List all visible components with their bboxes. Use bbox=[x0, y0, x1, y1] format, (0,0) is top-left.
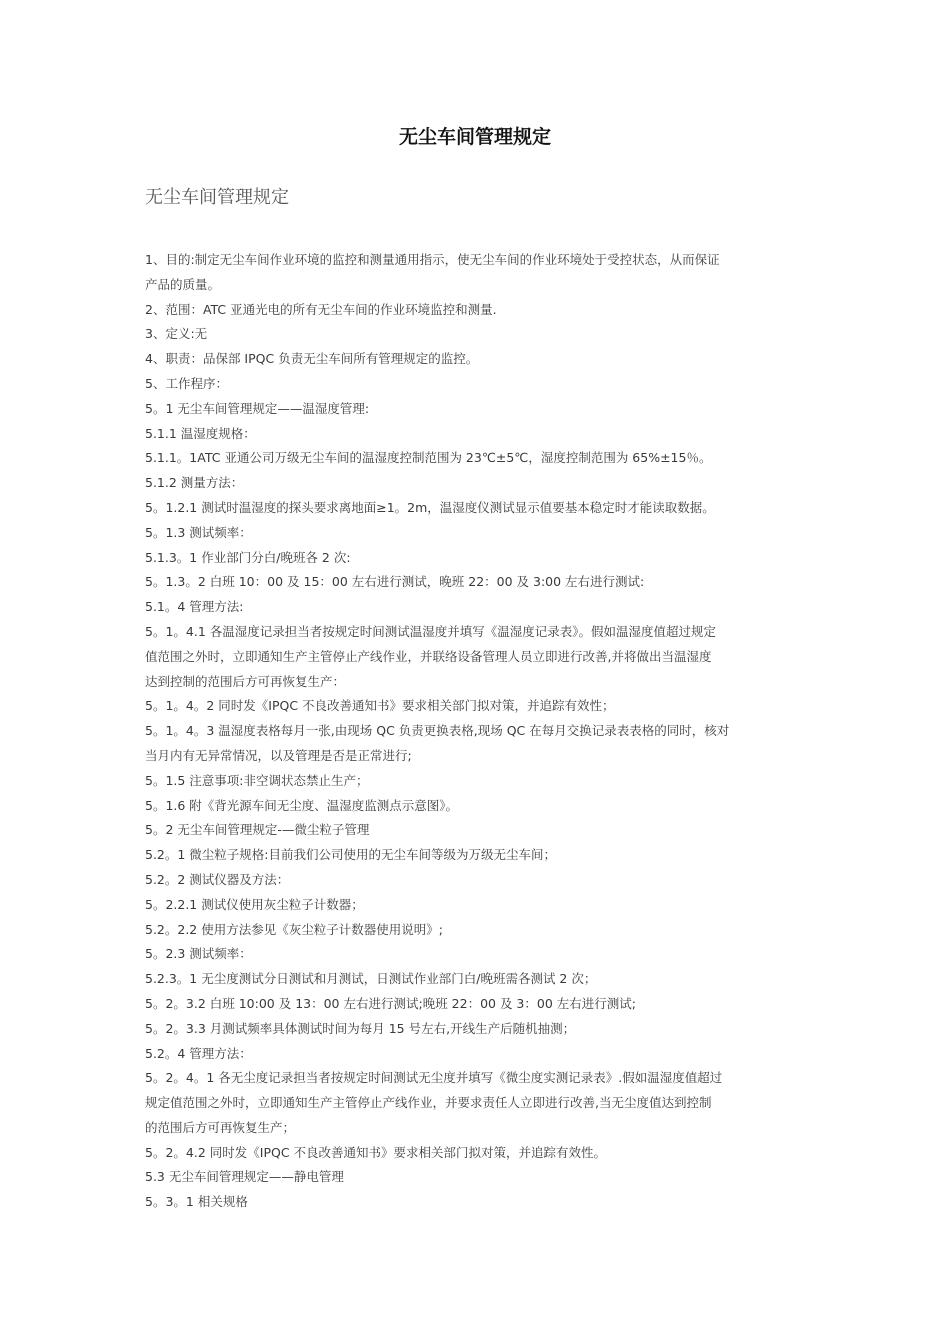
paragraph-line: 5。1 无尘车间管理规定——温湿度管理: bbox=[145, 400, 370, 416]
paragraph bbox=[145, 397, 810, 422]
paragraph bbox=[145, 1165, 810, 1190]
paragraph bbox=[145, 322, 810, 347]
paragraph-line: 5。2.2.1 测试仪使用灰尘粒子计数器； bbox=[145, 896, 364, 912]
paragraph bbox=[145, 868, 810, 893]
paragraph-line: 5.1.3。1 作业部门分白/晚班各 2 次: bbox=[145, 549, 351, 565]
paragraph bbox=[145, 992, 810, 1017]
paragraph bbox=[145, 918, 810, 943]
paragraph bbox=[145, 496, 810, 521]
paragraph bbox=[145, 298, 810, 323]
paragraph-line: 5。1。4.1 各温湿度记录担当者按规定时间测试温湿度并填写《温湿度记录表》。假如温湿度值超过规定 bbox=[145, 623, 717, 639]
paragraph bbox=[145, 248, 810, 298]
paragraph-line: 5。2 无尘车间管理规定-—微尘粒子管理 bbox=[145, 822, 370, 838]
paragraph-line: 5.2。1 微尘粒子规格:目前我们公司使用的无尘车间等级为万级无尘车间； bbox=[145, 847, 557, 863]
paragraph-line: 5.1.2 测量方法： bbox=[145, 475, 244, 491]
paragraph-line: 5。1。4。3 温湿度表格每月一张,由现场 QC 负责更换表格,现场 QC 在每月交换记录表表格的同时，核对 bbox=[145, 723, 730, 739]
paragraph bbox=[145, 1141, 810, 1166]
paragraph bbox=[145, 1190, 810, 1215]
paragraph bbox=[145, 570, 810, 595]
document-body bbox=[145, 248, 810, 1215]
paragraph-line: 5。2。4。1 各无尘度记录担当者按规定时间测试无尘度并填写《微尘度实测记录表》.假如温湿度值超过 bbox=[145, 1070, 723, 1086]
paragraph bbox=[145, 1017, 810, 1042]
paragraph-line: 值范围之外时，立即通知生产主管停止产线作业，并联络设备管理人员立即进行改善,并将做出当温湿度 bbox=[145, 648, 712, 664]
paragraph-line: 产品的质量。 bbox=[145, 276, 221, 292]
paragraph-line: 5。2。3.2 白班 10:00 及 13：00 左右进行测试;晚班 22：00 及 3：00 左右进行测试; bbox=[145, 995, 636, 1011]
paragraph-line: 5。1.6 附《背光源车间无尘度、温湿度监测点示意图》。 bbox=[145, 797, 459, 813]
paragraph-line: 5.2。2 测试仪器及方法： bbox=[145, 871, 290, 887]
paragraph-line: 达到控制的范围后方可再恢复生产： bbox=[145, 673, 346, 689]
paragraph-line: 2、范围：ATC 亚通光电的所有无尘车间的作业环境监控和测量. bbox=[145, 301, 497, 317]
paragraph bbox=[145, 546, 810, 571]
paragraph bbox=[145, 347, 810, 372]
paragraph-line: 当月内有无异常情况，以及管理是否是正常进行; bbox=[145, 747, 412, 763]
paragraph-line: 5.2.3。1 无尘度测试分日测试和月测试，日测试作业部门白/晚班需各测试 2 次； bbox=[145, 971, 597, 987]
paragraph bbox=[145, 694, 810, 719]
paragraph-line: 5。1.5 注意事项:非空调状态禁止生产； bbox=[145, 772, 369, 788]
paragraph-line: 5.2。2.2 使用方法参见《灰尘粒子计数器使用说明》; bbox=[145, 921, 443, 937]
paragraph-line: 5.1。4 管理方法: bbox=[145, 599, 244, 615]
paragraph-line: 1、目的:制定无尘车间作业环境的监控和测量通用指示，使无尘车间的作业环境处于受控状态，从而保证 bbox=[145, 252, 720, 267]
paragraph-line: 5.1.1。1ATC 亚通公司万级无尘车间的温湿度控制范围为 23℃±5℃，湿度控制范围为 65%±15％。 bbox=[145, 450, 712, 466]
paragraph bbox=[145, 422, 810, 447]
paragraph-line: 5.2。4 管理方法： bbox=[145, 1045, 252, 1061]
paragraph bbox=[145, 620, 810, 694]
paragraph bbox=[145, 794, 810, 819]
paragraph bbox=[145, 372, 810, 397]
paragraph-line: 5。3。1 相关规格 bbox=[145, 1194, 248, 1210]
paragraph bbox=[145, 595, 810, 620]
paragraph bbox=[145, 893, 810, 918]
paragraph bbox=[145, 1042, 810, 1067]
paragraph-line: 5。1。4。2 同时发《IPQC 不良改善通知书》要求相关部门拟对策，并追踪有效性； bbox=[145, 698, 615, 714]
paragraph bbox=[145, 1066, 810, 1140]
paragraph-line: 规定值范围之外时，立即通知生产主管停止产线作业，并要求责任人立即进行改善,当无尘度值达到控制 bbox=[145, 1095, 712, 1111]
paragraph-line: 5。2。3.3 月测试频率具体测试时间为每月 15 号左右,开线生产后随机抽测； bbox=[145, 1020, 576, 1036]
paragraph bbox=[145, 521, 810, 546]
paragraph bbox=[145, 446, 810, 471]
paragraph-line: 4、职责：品保部 IPQC 负责无尘车间所有管理规定的监控。 bbox=[145, 351, 479, 367]
paragraph-line: 5。2.3 测试频率： bbox=[145, 946, 252, 962]
paragraph bbox=[145, 967, 810, 992]
paragraph-line: 5.3 无尘车间管理规定——静电管理 bbox=[145, 1169, 344, 1185]
paragraph-line: 3、定义:无 bbox=[145, 326, 208, 342]
document-subtitle: 无尘车间管理规定 bbox=[145, 187, 289, 208]
paragraph-line: 5。2。4.2 同时发《IPQC 不良改善通知书》要求相关部门拟对策，并追踪有效性。 bbox=[145, 1144, 607, 1160]
paragraph-line: 5.1.1 温湿度规格： bbox=[145, 425, 256, 441]
paragraph-line: 5、工作程序： bbox=[145, 375, 228, 391]
paragraph-line: 5。1.3。2 白班 10：00 及 15：00 左右进行测试，晚班 22：00 及 3:00 左右进行测试: bbox=[145, 574, 645, 590]
paragraph-line: 5。1.2.1 测试时温湿度的探头要求离地面≥1。2m，温湿度仪测试显示值要基本稳定时才能读取数据。 bbox=[145, 499, 715, 515]
paragraph bbox=[145, 719, 810, 769]
paragraph bbox=[145, 942, 810, 967]
paragraph bbox=[145, 818, 810, 843]
paragraph-line: 的范围后方可再恢复生产； bbox=[145, 1119, 296, 1135]
document-title: 无尘车间管理规定 bbox=[398, 126, 551, 148]
paragraph bbox=[145, 843, 810, 868]
paragraph bbox=[145, 769, 810, 794]
paragraph bbox=[145, 471, 810, 496]
paragraph-line: 5。1.3 测试频率： bbox=[145, 524, 252, 540]
